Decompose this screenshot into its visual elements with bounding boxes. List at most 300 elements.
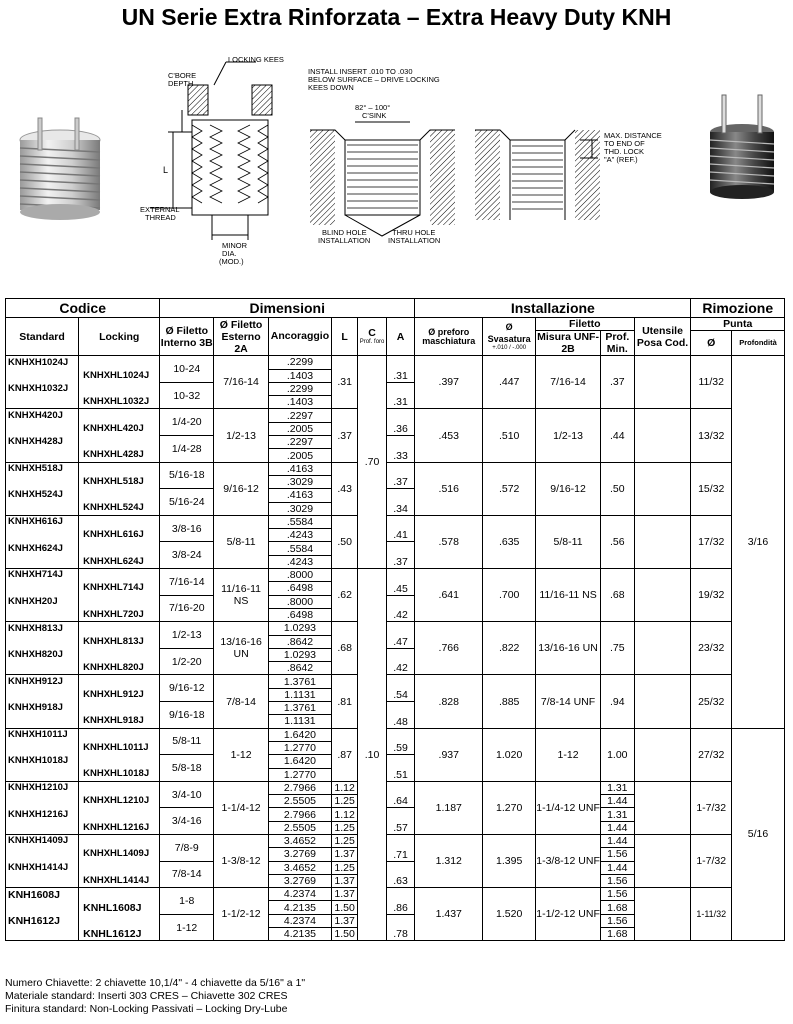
ancoraggio-value: .2299 [268, 356, 331, 369]
svasatura-value: .885 [483, 675, 536, 728]
standard-code: KNHXH428J [6, 436, 79, 449]
A-value: .37 [386, 542, 414, 569]
header-filetto: Filetto [536, 318, 634, 331]
ancoraggio-value: .2297 [268, 409, 331, 422]
standard-code-blank [6, 848, 79, 861]
filetto-interno: 10-24 [160, 356, 214, 383]
locking-code-blank [79, 382, 160, 395]
label-max-distance: MAX. DISTANCE [604, 131, 662, 140]
standard-code: KNHXH1409J [6, 834, 79, 847]
locking-code: KNHXHL918J [79, 715, 160, 728]
ancoraggio-value: 4.2135 [268, 928, 331, 941]
locking-code: KNHXHL714J [79, 582, 160, 595]
ancoraggio-value: 2.5505 [268, 795, 331, 808]
svasatura-value: 1.020 [483, 728, 536, 781]
prof-min-value: 1.56 [601, 914, 635, 927]
filetto-esterno: 1-3/8-12 [214, 834, 269, 887]
standard-code-blank [6, 369, 79, 382]
L-value: .37 [331, 409, 357, 462]
punta-dia-value: 11/32 [691, 356, 732, 409]
prof-min-value: 1.31 [601, 781, 635, 794]
svg-text:INSTALLATION: INSTALLATION [318, 236, 371, 245]
profondita-value: 3/16 [732, 356, 785, 728]
ancoraggio-value: 4.2135 [268, 901, 331, 914]
punta-dia-value: 23/32 [691, 622, 732, 675]
filetto-interno: 1/2-20 [160, 648, 214, 675]
label-cbore: C'BORE [168, 71, 197, 80]
filetto-esterno: 13/16-16 UN [214, 622, 269, 675]
misura-value: 1-12 [536, 728, 601, 781]
L-value: 1.37 [331, 848, 357, 861]
table-row [6, 462, 785, 475]
label-locking-kees: LOCKING KEES [228, 55, 284, 64]
filetto-interno: 10-32 [160, 382, 214, 409]
standard-code-blank [6, 688, 79, 701]
svg-text:C'SINK: C'SINK [362, 111, 387, 120]
standard-code: KNHXH524J [6, 489, 79, 502]
L-value: 1.50 [331, 901, 357, 914]
filetto-esterno: 5/8-11 [214, 515, 269, 568]
filetto-esterno: 11/16-11 NS [214, 569, 269, 622]
label-thru-hole: THRU HOLE [392, 228, 436, 237]
prof-min-value: 1.44 [601, 795, 635, 808]
standard-code: KNHXH20J [6, 595, 79, 608]
locking-code: KNHXHL1409J [79, 848, 160, 861]
filetto-interno: 1/4-20 [160, 409, 214, 436]
svasatura-value: .822 [483, 622, 536, 675]
locking-code: KNHL1612J [79, 928, 160, 941]
locking-code: KNHXHL1210J [79, 795, 160, 808]
prof-min-value: 1.56 [601, 888, 635, 901]
filetto-interno: 7/16-20 [160, 595, 214, 622]
standard-code-blank [6, 741, 79, 754]
table-row [6, 409, 785, 422]
filetto-interno: 1/2-13 [160, 622, 214, 649]
ancoraggio-value: 1.6420 [268, 755, 331, 768]
ancoraggio-value: 1.3761 [268, 675, 331, 688]
misura-value: 5/8-11 [536, 515, 601, 568]
locking-code-blank [79, 436, 160, 449]
A-value: .36 [386, 409, 414, 436]
label-blind-hole: BLIND HOLE [322, 228, 367, 237]
ancoraggio-value: .2297 [268, 436, 331, 449]
ancoraggio-value: 1.0293 [268, 622, 331, 635]
group-installazione: Installazione [415, 299, 691, 318]
prof-min-value: .50 [601, 462, 635, 515]
ancoraggio-value: .3029 [268, 502, 331, 515]
locking-code-blank [79, 781, 160, 794]
L-value: 1.37 [331, 914, 357, 927]
locking-code-blank [79, 462, 160, 475]
locking-code-blank [79, 702, 160, 715]
table-row [6, 569, 785, 582]
standard-code-blank [6, 449, 79, 462]
standard-code: KNHXH616J [6, 515, 79, 528]
ancoraggio-value: 3.2769 [268, 874, 331, 887]
filetto-interno: 3/4-10 [160, 781, 214, 808]
locking-code-blank [79, 861, 160, 874]
svg-text:TO END OF: TO END OF [604, 139, 645, 148]
locking-code-blank [79, 489, 160, 502]
svg-text:THREAD: THREAD [145, 213, 176, 222]
standard-code: KNHXH1011J [6, 728, 79, 741]
standard-code: KNHXH918J [6, 702, 79, 715]
filetto-interno: 5/16-24 [160, 489, 214, 516]
svg-text:DIA.: DIA. [222, 249, 237, 258]
preforo-value: 1.312 [415, 834, 483, 887]
preforo-value: .397 [415, 356, 483, 409]
ancoraggio-value: 1.2770 [268, 768, 331, 781]
standard-code: KNHXH1210J [6, 781, 79, 794]
locking-code-blank [79, 755, 160, 768]
standard-code-blank [6, 396, 79, 409]
ancoraggio-value: 3.4652 [268, 861, 331, 874]
svg-text:BELOW SURFACE – DRIVE LOCKING: BELOW SURFACE – DRIVE LOCKING [308, 75, 440, 84]
table-row [6, 834, 785, 847]
misura-value: 7/8-14 UNF [536, 675, 601, 728]
preforo-value: .937 [415, 728, 483, 781]
page-title: UN Serie Extra Rinforzata – Extra Heavy Duty KNH [121, 4, 672, 30]
ancoraggio-value: .6498 [268, 608, 331, 621]
ancoraggio-value: .4243 [268, 529, 331, 542]
note-materiale: Materiale standard: Inserti 303 CRES – Chiavette 302 CRES [5, 990, 288, 1002]
L-value: .68 [331, 622, 357, 675]
prof-min-value: 1.68 [601, 928, 635, 941]
standard-code-blank [6, 555, 79, 568]
misura-value: 1-1/2-12 UNF [536, 888, 601, 941]
locking-code-blank [79, 728, 160, 741]
standard-code: KNH1608J [6, 888, 79, 901]
L-value: .81 [331, 675, 357, 728]
prof-min-value: 1.00 [601, 728, 635, 781]
ancoraggio-value: .8642 [268, 662, 331, 675]
svg-text:INSTALLATION: INSTALLATION [388, 236, 441, 245]
A-value: .71 [386, 834, 414, 861]
filetto-interno: 1/4-28 [160, 436, 214, 463]
ancoraggio-value: .4243 [268, 555, 331, 568]
ancoraggio-value: .3029 [268, 475, 331, 488]
locking-code: KNHXHL1414J [79, 874, 160, 887]
svasatura-value: .635 [483, 515, 536, 568]
table-row [6, 675, 785, 688]
locking-code: KNHXHL1216J [79, 821, 160, 834]
A-value: .86 [386, 888, 414, 915]
A-value: .64 [386, 781, 414, 808]
punta-dia-value: 25/32 [691, 675, 732, 728]
ancoraggio-value: 2.7966 [268, 808, 331, 821]
ancoraggio-value: 3.2769 [268, 848, 331, 861]
label-minor-dia: MINOR [222, 241, 247, 250]
A-value: .41 [386, 515, 414, 542]
locking-code: KNHL1608J [79, 901, 160, 914]
locking-code-blank [79, 515, 160, 528]
utensile-value [634, 356, 691, 409]
standard-code-blank [6, 715, 79, 728]
ancoraggio-value: .5584 [268, 515, 331, 528]
misura-value: 1-1/4-12 UNF [536, 781, 601, 834]
preforo-value: .766 [415, 622, 483, 675]
utensile-value [634, 515, 691, 568]
prof-min-value: 1.56 [601, 874, 635, 887]
header-preforo: Ø preforo maschiatura [415, 318, 483, 356]
locking-code-blank [79, 542, 160, 555]
header-utensile: Utensile Posa Cod. [634, 318, 691, 356]
L-value: 1.25 [331, 795, 357, 808]
A-value: .45 [386, 569, 414, 596]
standard-code: KNHXH1018J [6, 755, 79, 768]
punta-dia-value: 1-7/32 [691, 834, 732, 887]
L-value: 1.25 [331, 834, 357, 847]
locking-code: KNHXHL1032J [79, 396, 160, 409]
group-dimensioni: Dimensioni [160, 299, 415, 318]
ancoraggio-value: .2005 [268, 449, 331, 462]
standard-code-blank [6, 901, 79, 914]
filetto-interno: 7/8-14 [160, 861, 214, 888]
punta-dia-value: 17/32 [691, 515, 732, 568]
utensile-value [634, 728, 691, 781]
locking-code: KNHXHL524J [79, 502, 160, 515]
standard-code-blank [6, 635, 79, 648]
header-punta: Punta [691, 318, 785, 331]
locking-code-blank [79, 888, 160, 901]
standard-code-blank [6, 874, 79, 887]
standard-code: KNHXH1414J [6, 861, 79, 874]
standard-code: KNHXH912J [6, 675, 79, 688]
prof-min-value: .44 [601, 409, 635, 462]
svg-text:THD. LOCK: THD. LOCK [604, 147, 645, 156]
standard-code: KNH1612J [6, 914, 79, 927]
label-csink: 82° – 100° [355, 103, 391, 112]
header-ancoraggio: Ancoraggio [268, 318, 331, 356]
utensile-value [634, 675, 691, 728]
standard-code-blank [6, 422, 79, 435]
preforo-value: .828 [415, 675, 483, 728]
A-value: .37 [386, 462, 414, 489]
ancoraggio-value: .2005 [268, 422, 331, 435]
locking-code-blank [79, 409, 160, 422]
standard-code-blank [6, 475, 79, 488]
locking-code-blank [79, 648, 160, 661]
utensile-value [634, 462, 691, 515]
prof-min-value: .56 [601, 515, 635, 568]
preforo-value: .453 [415, 409, 483, 462]
ancoraggio-value: .5584 [268, 542, 331, 555]
ancoraggio-value: .1403 [268, 396, 331, 409]
ancoraggio-value: 4.2374 [268, 888, 331, 901]
filetto-esterno: 1/2-13 [214, 409, 269, 462]
filetto-interno: 5/8-18 [160, 755, 214, 782]
label-install-insert: INSTALL INSERT .010 TO .030 [308, 67, 413, 76]
standard-code: KNHXH1024J [6, 356, 79, 369]
preforo-value: .641 [415, 569, 483, 622]
filetto-interno: 9/16-18 [160, 702, 214, 729]
header-filetto-esterno: Ø Filetto Esterno 2A [214, 318, 269, 356]
locking-code: KNHXHL428J [79, 449, 160, 462]
A-value: .42 [386, 648, 414, 675]
misura-value: 7/16-14 [536, 356, 601, 409]
ancoraggio-value: 2.5505 [268, 821, 331, 834]
preforo-value: .516 [415, 462, 483, 515]
prof-min-value: .68 [601, 569, 635, 622]
ancoraggio-value: .4163 [268, 462, 331, 475]
ancoraggio-value: 1.6420 [268, 728, 331, 741]
L-value: .87 [331, 728, 357, 781]
locking-code-blank [79, 595, 160, 608]
svg-text:L: L [163, 165, 169, 175]
note-chiavette: Numero Chiavette: 2 chiavette 10,1/4" - 4 chiavette da 5/16" a 1" [5, 977, 306, 989]
table-row [6, 622, 785, 635]
misura-value: 11/16-11 NS [536, 569, 601, 622]
punta-dia-value: 13/32 [691, 409, 732, 462]
header-filetto-interno: Ø Filetto Interno 3B [160, 318, 214, 356]
standard-code-blank [6, 582, 79, 595]
filetto-interno: 3/8-24 [160, 542, 214, 569]
locking-code: KNHXHL624J [79, 555, 160, 568]
misura-value: 13/16-16 UN [536, 622, 601, 675]
svasatura-value: 1.520 [483, 888, 536, 941]
filetto-interno: 7/8-9 [160, 834, 214, 861]
ancoraggio-value: 1.1131 [268, 715, 331, 728]
preforo-value: .578 [415, 515, 483, 568]
filetto-esterno: 1-1/2-12 [214, 888, 269, 941]
header-A: A [386, 318, 414, 356]
svg-text:DEPTH: DEPTH [168, 79, 194, 88]
spec-table-body [6, 356, 785, 941]
L-value: .50 [331, 515, 357, 568]
standard-code-blank [6, 768, 79, 781]
locking-code-blank [79, 569, 160, 582]
prof-min-value: 1.44 [601, 861, 635, 874]
svasatura-value: .510 [483, 409, 536, 462]
standard-code-blank [6, 928, 79, 941]
filetto-interno: 5/16-18 [160, 462, 214, 489]
insert-photo-silver [20, 118, 100, 220]
L-value: 1.12 [331, 781, 357, 794]
L-value: 1.50 [331, 928, 357, 941]
standard-code-blank [6, 608, 79, 621]
standard-code-blank [6, 529, 79, 542]
spec-table [5, 298, 785, 941]
svasatura-value: 1.395 [483, 834, 536, 887]
utensile-value [634, 888, 691, 941]
punta-dia-value: 15/32 [691, 462, 732, 515]
ancoraggio-value: .1403 [268, 369, 331, 382]
filetto-interno: 9/16-12 [160, 675, 214, 702]
svasatura-value: .572 [483, 462, 536, 515]
table-row [6, 781, 785, 794]
standard-code-blank [6, 821, 79, 834]
header-locking: Locking [79, 318, 160, 356]
L-value: 1.37 [331, 874, 357, 887]
svg-text:(MOD.): (MOD.) [219, 257, 244, 266]
L-value: 1.25 [331, 861, 357, 874]
table-row [6, 728, 785, 741]
misura-value: 1-3/8-12 UNF [536, 834, 601, 887]
standard-code: KNHXH1032J [6, 382, 79, 395]
ancoraggio-value: 3.4652 [268, 834, 331, 847]
misura-value: 9/16-12 [536, 462, 601, 515]
footnotes [5, 977, 305, 1016]
filetto-interno: 7/16-14 [160, 569, 214, 596]
locking-code-blank [79, 675, 160, 688]
ancoraggio-value: .8642 [268, 635, 331, 648]
svasatura-value: .447 [483, 356, 536, 409]
standard-code: KNHXH1216J [6, 808, 79, 821]
locking-code-blank [79, 808, 160, 821]
group-codice: Codice [6, 299, 160, 318]
locking-code: KNHXHL616J [79, 529, 160, 542]
header-misura: Misura UNF-2B [537, 331, 599, 356]
svg-text:"A" (REF.): "A" (REF.) [604, 155, 638, 164]
A-value: .57 [386, 808, 414, 835]
ancoraggio-value: 1.3761 [268, 702, 331, 715]
C-value: .10 [358, 569, 386, 941]
table-row [6, 888, 785, 901]
A-value: .51 [386, 755, 414, 782]
header-C: C Prof. foro [358, 318, 386, 356]
header-svasatura: Ø Svasatura +.010 / -.000 [483, 318, 536, 356]
A-value: .31 [386, 382, 414, 409]
locking-code: KNHXHL518J [79, 475, 160, 488]
insert-drawings-svg [0, 40, 793, 288]
ancoraggio-value: .8000 [268, 595, 331, 608]
prof-min-value: 1.56 [601, 848, 635, 861]
A-value: .31 [386, 356, 414, 383]
A-value: .48 [386, 702, 414, 729]
svg-text:KEES DOWN: KEES DOWN [308, 83, 354, 92]
L-value: 1.25 [331, 821, 357, 834]
L-value: 1.37 [331, 888, 357, 901]
prof-min-value: .75 [601, 622, 635, 675]
punta-dia-value: 1-11/32 [691, 888, 732, 941]
punta-dia-value: 1-7/32 [691, 781, 732, 834]
A-value: .59 [386, 728, 414, 755]
prof-min-value: .94 [601, 675, 635, 728]
filetto-interno: 5/8-11 [160, 728, 214, 755]
technical-drawings [0, 40, 793, 288]
ancoraggio-value: .4163 [268, 489, 331, 502]
prof-min-value: 1.44 [601, 834, 635, 847]
standard-code: KNHXH813J [6, 622, 79, 635]
locking-code: KNHXHL420J [79, 422, 160, 435]
preforo-value: 1.187 [415, 781, 483, 834]
header-standard: Standard [6, 318, 79, 356]
locking-code-blank [79, 834, 160, 847]
ancoraggio-value: 4.2374 [268, 914, 331, 927]
A-value: .47 [386, 622, 414, 649]
ancoraggio-value: 2.7966 [268, 781, 331, 794]
filetto-interno: 3/4-16 [160, 808, 214, 835]
filetto-interno: 3/8-16 [160, 515, 214, 542]
filetto-interno: 1-12 [160, 914, 214, 941]
locking-code: KNHXHL1018J [79, 768, 160, 781]
standard-code: KNHXH714J [6, 569, 79, 582]
locking-code: KNHXHL1024J [79, 369, 160, 382]
filetto-esterno: 7/8-14 [214, 675, 269, 728]
L-value: .43 [331, 462, 357, 515]
locking-code: KNHXHL1011J [79, 741, 160, 754]
group-rimozione: Rimozione [691, 299, 785, 318]
misura-value: 1/2-13 [536, 409, 601, 462]
ancoraggio-value: 1.0293 [268, 648, 331, 661]
locking-code-blank [79, 622, 160, 635]
standard-code: KNHXH820J [6, 648, 79, 661]
standard-code-blank [6, 795, 79, 808]
A-value: .34 [386, 489, 414, 516]
L-value: .31 [331, 356, 357, 409]
prof-min-value: 1.44 [601, 821, 635, 834]
svasatura-value: .700 [483, 569, 536, 622]
